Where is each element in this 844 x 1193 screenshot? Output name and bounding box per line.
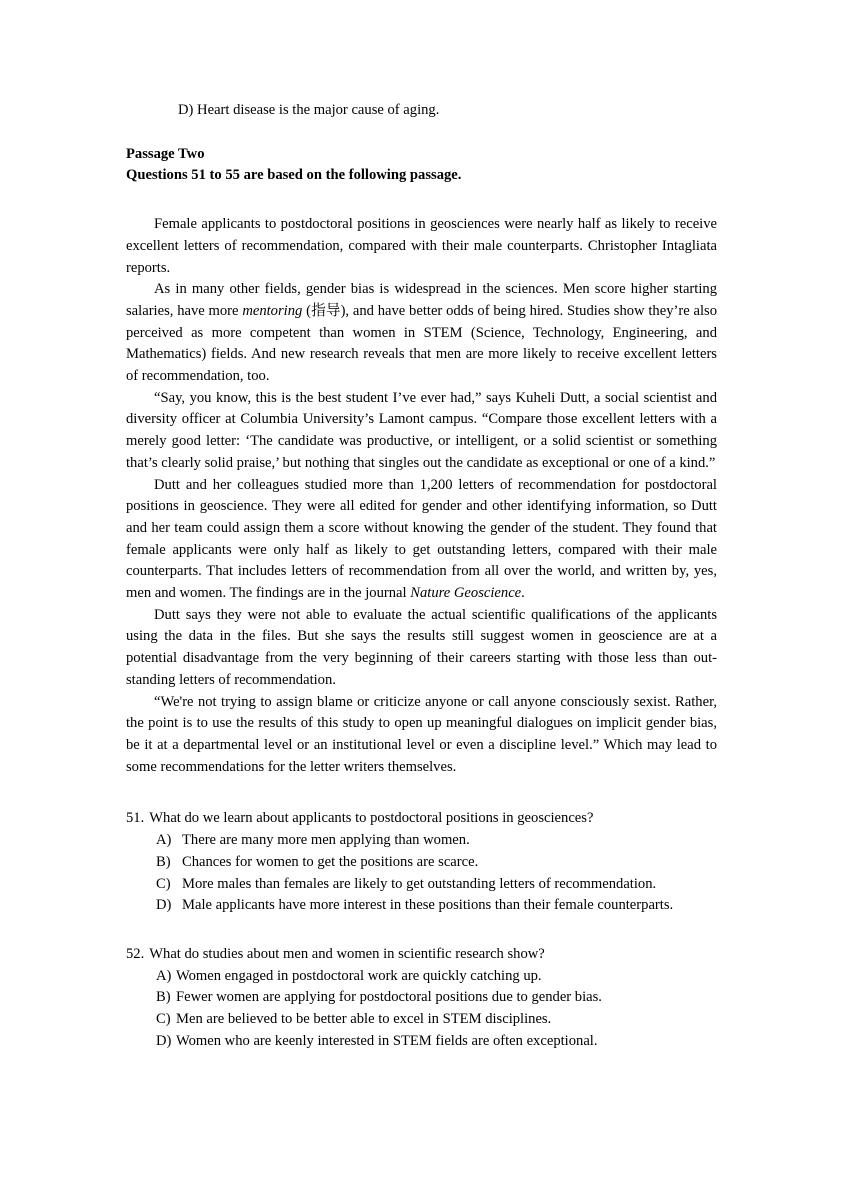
paragraph-5	[126, 605, 717, 692]
question-51-option-a-label: A)	[156, 832, 172, 849]
paragraph-2-text-b: (指导), and have better odds of being hired. Studies show they’re also perceived as more competent than women in STEM (Science, Technology, Engineering, and Mathematics) fields. And new research reveals that men are more likely to receive excellent letters of recommendation, too.	[126, 302, 717, 385]
paragraph-6-text: “We're not trying to assign blame or criticize anyone or call anyone consciously sexist. Rather, the point is to use the results of this study to open up meaningful dialogues on implicit gender bias, be it at a departmental level or an institutional level or even a discipline level.” Which may lead to some recommendations for the letter writers themselves.	[126, 693, 717, 775]
question-51-stem	[126, 808, 717, 830]
paragraph-5-text: Dutt says they were not able to evaluate the actual scientific qualifications of the applicants using the data in the files. But she says the results still suggest women in geoscience are at a potential disadvantage from the very beginning of their careers starting with those less than out-standing letters of recommendation.	[126, 606, 717, 688]
paragraph-3-text: “Say, you know, this is the best student I’ve ever had,” says Kuheli Dutt, a social scientist and diversity officer at Columbia University’s Lamont campus. “Compare those excellent letters with a merely good letter: ‘The candidate was productive, or intelligent, or a solid scientist or something that’s clearly solid praise,’ but nothing that singles out the candidate as exceptional or one of a kind.”	[126, 389, 717, 471]
previous-question-option-d: D) Heart disease is the major cause of aging.	[178, 102, 440, 118]
question-52-number: 52.	[126, 945, 145, 962]
question-52-option-d-label: D)	[156, 1032, 172, 1049]
question-51-option-c	[126, 874, 717, 896]
paragraph-2	[126, 279, 717, 388]
paragraph-4-text-b: .	[521, 585, 525, 602]
paragraph-2-text-a: As in many other fields, gender bias is widespread in the sciences. Men score higher starting salaries, have more	[126, 281, 717, 319]
question-52-option-b-label: B)	[156, 989, 171, 1006]
passage-body	[126, 214, 717, 778]
question-51-option-d-label: D)	[156, 897, 172, 914]
question-52-option-a	[126, 966, 717, 988]
question-52-option-c-text: Men are believed to be better able to excel in STEM disciplines.	[176, 1011, 552, 1028]
question-52-stem	[126, 944, 717, 966]
paragraph-4-journal-name: Nature Geoscience	[410, 585, 522, 602]
paragraph-1	[126, 214, 717, 279]
paragraph-1-text: Female applicants to postdoctoral positions in geosciences were nearly half as likely to receive excellent letters of recommendation, compared with their male counterparts. Christopher Intagliata reports.	[126, 216, 717, 276]
paragraph-6	[126, 692, 717, 779]
question-51-option-d-text: Male applicants have more interest in these positions than their female counterparts.	[182, 897, 674, 914]
question-51-option-d	[126, 895, 717, 917]
question-52-option-d	[126, 1031, 717, 1053]
question-52	[126, 944, 717, 1053]
question-52-option-c-label: C)	[156, 1011, 171, 1028]
question-51	[126, 808, 717, 917]
question-51-option-c-label: C)	[156, 875, 171, 892]
question-51-option-b-text: Chances for women to get the positions are scarce.	[182, 853, 479, 870]
question-51-number: 51.	[126, 810, 145, 827]
question-52-stem-text: What do studies about men and women in scientific research show?	[149, 945, 545, 962]
question-51-option-b-label: B)	[156, 853, 171, 870]
question-51-option-c-text: More males than females are likely to get outstanding letters of recommendation.	[182, 875, 657, 892]
question-51-option-b	[126, 852, 717, 874]
question-51-stem-text: What do we learn about applicants to postdoctoral positions in geosciences?	[149, 810, 594, 827]
document-content	[126, 100, 717, 1052]
question-52-option-a-label: A)	[156, 967, 172, 984]
question-52-option-b	[126, 987, 717, 1009]
passage-directions: Questions 51 to 55 are based on the following passage.	[126, 167, 462, 184]
question-51-options	[126, 830, 717, 917]
question-52-option-d-text: Women who are keenly interested in STEM fields are often exceptional.	[176, 1032, 598, 1049]
passage-two-title: Passage Two	[126, 145, 205, 162]
question-51-option-a	[126, 830, 717, 852]
paragraph-3	[126, 388, 717, 475]
question-52-option-c	[126, 1009, 717, 1031]
question-52-options	[126, 966, 717, 1053]
question-52-option-a-text: Women engaged in postdoctoral work are quickly catching up.	[176, 967, 542, 984]
question-52-option-b-text: Fewer women are applying for postdoctoral positions due to gender bias.	[176, 989, 602, 1006]
paragraph-2-italic-term: mentoring	[242, 302, 303, 319]
paragraph-4	[126, 475, 717, 605]
question-51-option-a-text: There are many more men applying than women.	[182, 832, 470, 849]
paragraph-4-text-a: Dutt and her colleagues studied more than 1,200 letters of recommendation for postdoctoral positions in geoscience. They were all edited for gender and other identifying information, so Dutt and her team could assign them a score without knowing the gender of the student. They found that female applicants were only half as likely to get outstanding letters, compared with their male counterparts. That includes letters of recommendation from all over the world, and written by, yes, men and women. The findings are in the journal	[126, 476, 717, 602]
